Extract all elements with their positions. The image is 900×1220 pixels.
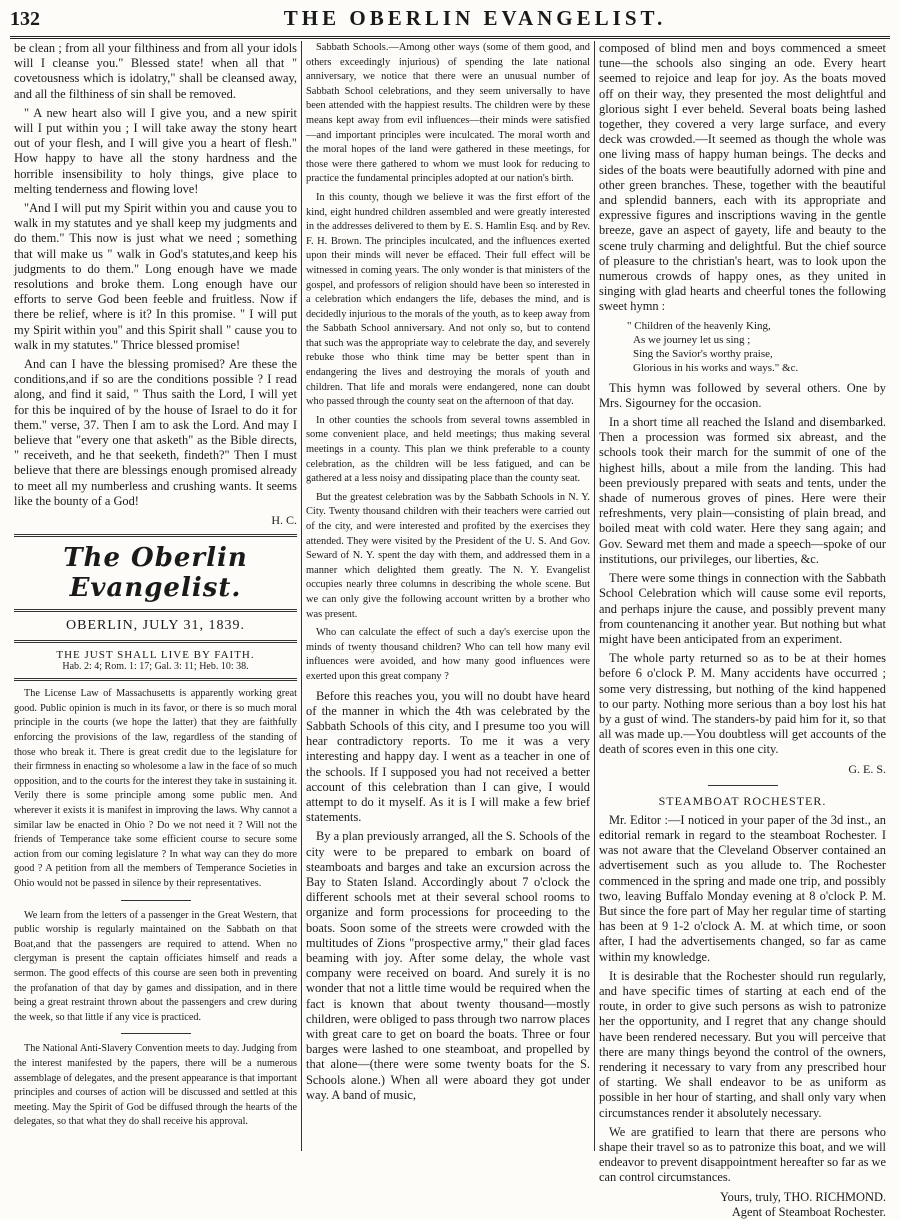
separator: [121, 1033, 191, 1034]
header-rule: [10, 36, 890, 39]
motto: THE JUST SHALL LIVE BY FAITH.: [56, 649, 255, 662]
article-paragraph: Before this reaches you, you will no doubt have heard of the manner in which the 4th was celebrated by the Sabbath Schools of this city, and I presume too you will hear contradictory reports. To me it was a very interesting and happy day. I went as a teacher in one of the schools. If I supposed you had not received a better account of this celebration than I can give, I would attempt to do it myself. As it is I will make a few brief statements.: [306, 688, 590, 825]
column-2: [302, 41, 595, 1151]
article-paragraph: And can I have the blessing promised? Are these the conditions,and if so are the conditions possible ? I read along, and find it said, " Thus saith the Lord, I will yet for this be inquired of by the house of Israel to do it for them." verse, 37. Then I am to ask the Lord. And may I believe that "every one that asketh" as the Bible directs, " receiveth, and he that seeketh, findeth?" Then I must believe that there are blessings enough promised already to meet all my numberless and crushing wants. It seems like the bounty of a God!: [14, 357, 297, 508]
article-paragraph: " A new heart also will I give you, and a new spirit will I put within you ; I will take away the stony heart out of your flesh, and I will give you a heart of flesh." How happy to have all the stony hardness and the horrible insensibility to holy things, give place to melting tenderness and flowing love!: [14, 105, 297, 196]
article-paragraph: Sabbath Schools.—Among other ways (some of them good, and others exceedingly injurious) of spending the late national anniversary, we notice that there were an unusual number of Sabbath School celebrations, and they seem universally to have been attended with the happiest results. The children were by these means kept away from evil influences—their minds were satisfied—and important principles were inculcated. The moral worth and the moral hopes of the land were gathered in these meetings, for those were there gathered to whom we must look for reducing to practice the fundamental principles adopted at our nation's birth.: [306, 42, 590, 185]
article-paragraph: In this county, though we believe it was the first effort of the kind, eight hundred children assembled and were greatly interested in the addresses delivered to them by E. S. Hamlin Esq. and by Rev. F. H. Brown. The principles inculcated, and the influences exerted upon their minds will never be effaced. Their full effect will be witnessed in coming years. The only wonder is that ministers of the gospel, and professors of religion should have been so interested in a celebration which endangers the life, debases the mind, and is decidedly injurious to the morals of the youth, as to keep away from the Sabbath School anniversary. And not only so, but to contend that such was the appropriate way to celebrate the day, and severely rebuke those who think time may be better spent than in endangering the lives and destroying the morals of youth and children. That life and morals were endangered, none can doubt who passed through the county seat on the afternoon of that day.: [306, 191, 590, 408]
paper-title: The Oberlin Evangelist.: [63, 543, 248, 604]
section-rule: [14, 534, 297, 537]
title-rule: [14, 609, 297, 612]
closing-line: Agent of Steamboat Rochester.: [731, 1204, 886, 1219]
article-paragraph: It is desirable that the Rochester should run regularly, and have specific times of starting at each end of the route, in order to give such persons as wish to patronize her the opportunity, and I regret that any change should have been rendered necessary. But you will perceive that there are many things beyond the control of the owners, rendering it necessary to vary from any prescribed hour of starting. We shall endeavor to be as uniform as possible in her hour of starting, and shall only vary when circumstances render it absolutely necessary.: [599, 968, 886, 1120]
article-paragraph: By a plan previously arranged, all the S. Schools of the city were to be prepared to embark on board of steamboats and barges and take an excursion across the Bay to Staten Island. Accordingly about 7 o'clock the different schools met at their several school rooms to organize and form processions for proceeding to the boats. Soon some of the streets were crowded with the multitudes of Zions "prospective army," their glad faces beaming with joy. After some delay, the whole vast company were received on board. And surely it is no wonder that not a little time would be required when the fact is known that about twenty thousand—mostly children, were obliged to pass through two narrow places with great care to get on board the boats. Three or four barges were lashed to one steamboat, and propelled by that alone—(there were some twenty boats for the S. Schools alone.) When all were aboard they got under way. A band of music,: [306, 829, 590, 1102]
article-paragraph: The National Anti-Slavery Convention meets to day. Judging from the interest manifested by the papers, there will be a numerous assemblage of delegates, and the present appearance is that important principles and courses of action will be discussed and settled at this meeting. May the Spirit of God be diffused through the hearts of the delegates, so that what they do shall receive his approval.: [14, 1043, 297, 1128]
dateline-rule: [14, 640, 297, 643]
signature: G. E. S.: [848, 761, 886, 776]
masthead: THE OBERLIN EVANGELIST.: [283, 6, 667, 30]
article-paragraph: The whole party returned so as to be at their homes before 6 o'clock P. M. Many accidents have occurred ; some very distressing, but nothing of the kind happened to our party. Nothing more serious than a boy lost his hat by a gust of wind. The standers-by paid him for it, so that all was made up.—You doubtless will get accounts of the death of scores even in this one city.: [599, 651, 886, 757]
article-paragraph: We are gratified to learn that there are persons who shape their travel so as to patronize this boat, and we will endeavor to prevent disappointment hereafter so far as we can control circumstances.: [599, 1124, 886, 1185]
closing-line: Yours, truly, THO. RICHMOND.: [719, 1189, 886, 1204]
hymn-line: Glorious in his works and ways." &c.: [633, 361, 799, 374]
article-paragraph: There were some things in connection with the Sabbath School Celebration which will cause some evil reports, and perhaps injure the cause, and possibly prevent many from countenancing it another year. But nothing but what might have been anticipated from an experiment.: [599, 571, 886, 646]
hymn-line: Sing the Savior's worthy praise,: [633, 347, 773, 360]
signature: H. C.: [271, 513, 297, 528]
column-3: [595, 41, 890, 1219]
hymn-line: As we journey let us sing ;: [633, 333, 751, 346]
separator: [121, 900, 191, 901]
article-paragraph: Who can calculate the effect of such a day's exercise upon the minds of twenty thousand children? Who can tell how many evil influences were avoided, and how many good influences were exerted upon this great company ?: [306, 627, 590, 682]
article-heading: STEAMBOAT ROCHESTER.: [658, 793, 827, 808]
column-1: [10, 41, 302, 1151]
dateline: OBERLIN, JULY 31, 1839.: [66, 618, 245, 634]
editorial-title-block: [14, 543, 297, 672]
article-paragraph: In other counties the schools from several towns assembled in some convenient place, and held meetings; thus making several meetings in a county. This plan we think preferable to a county celebration, as the children will be less fatigued, and can be gathered at a less noisy and dissipating place than the county seat.: [306, 414, 590, 485]
hymn: [627, 319, 886, 375]
article-paragraph: This hymn was followed by several others. One by Mrs. Sigourney for the occasion.: [599, 380, 886, 410]
separator: [708, 785, 778, 786]
article-paragraph: But the greatest celebration was by the Sabbath Schools in N. Y. City. Twenty thousand children with their teachers were carried out of the city, and were interested and profited by the exercises they attended. They were visited by the President of the U. S. And Gov. Seward of N. Y. spent the day with them, and addressed them in a manner which delighted them greatly. The N. Y. Evangelist occupies nearly three columns in describing the whole scene. But we can only give the following account written by a brother who was present.: [306, 491, 590, 620]
article-paragraph: The License Law of Massachusetts is apparently working great good. Public opinion is much in its favor, or there is so much moral principle in the courts (we hope the latter) that they are faithfully enforcing the provisions of the law, regardless of the standing of those who break it. There is great credit due to the legislature for their firmness in enacting so wholesome a law in the face of so much opposition, and to the courts for the interest they take in sustaining it. Verily there is some principle among some public men. And wherever it exists it is manifest in improving the laws. Why cannot a similar law be enacted in Ohio ? Do we not need it ? Will not the friends of Temperance take some efficient course to secure some action from our coming legislature ? In what way can they do more good ? A petition from all the members of Temperance Societies in Ohio would not be passed in silence by their representatives.: [14, 688, 297, 890]
article-paragraph: composed of blind men and boys commenced a smeet tune—the schools also singing an ode. Every heart seemed to rejoice and leap for joy. As the boats moved off on their way, they presented the most delightful and glorious sight I ever beheld. Several boats being lashed together, they covered a very large surface, and every deck was crowded.—It seemed as though the whole was one living mass of happy human beings. The decks and sides of the boats were beautifully adorned with pine and other green branches. These, together with the beautiful and splendid banners, each with its appropriate and expressive figures and inscriptions waving in the gentle breeze, gave an aspect of gayety, life and beauty to the scene truly charming and delightful. But the chief source of pleasure to the christian's heart, was to look upon the numerous crowds of happy ones, as they united in singing with glad hearts and cheerful tones the following sweet hymn :: [599, 41, 886, 314]
page-number: 132: [10, 8, 40, 30]
article-paragraph: In a short time all reached the Island and disembarked. Then a procession was formed six abreast, and the schools took their march for the summit of one of the highest hills, about a mile from the landing. This had been previously prepared with seats and tents, under the shade of numerous groves of pines. Here were their refreshments, very plain—consisting of plain bread, and boiled meat with cold water. Here they sang again; and Gov. Seward met them and made a speech—spoke of our institutions, our privileges, our liberties, &c.: [599, 415, 886, 566]
editorial-rule: [14, 678, 297, 681]
article-paragraph: Mr. Editor :—I noticed in your paper of the 3d inst., an editorial remark in regard to the steamboat Rochester. I was not aware that the Cleveland Observer contained an advertisement such as you allude to. The Rochester commenced in the spring and made one trip, and possibly two, leaving Buffalo Monday evening at 8 o'clock P. M. But since the fore part of May her regular time of starting has been at 9 1-2 o'clock A. M. at which time, or soon after, I had the advertisements changed, so far as came within my knowledge.: [599, 812, 886, 964]
scripture-refs: Hab. 2: 4; Rom. 1: 17; Gal. 3: 11; Heb. 10: 38.: [62, 661, 249, 673]
columns: [10, 41, 890, 1219]
page-header: [10, 6, 890, 34]
article-paragraph: "And I will put my Spirit within you and cause you to walk in my statutes and ye shall keep my judgments and do them." This now is just what we need ; something that will make us " walk in God's statutes,and keep his judgments to do them." Long enough have we made resolutions and broke them. Long enough have our efforts to serve God been feeble and fruitless. Now if there be relief, where is it? In this promise. " I will put my Spirit within you" and this Spirit shall " cause you to walk in my statutes." Thrice blessed promise!: [14, 201, 297, 352]
article-paragraph: We learn from the letters of a passenger in the Great Western, that public worship is regularly maintained on the Sabbath on that Boat,and that the passengers are required to attend. When no clergyman is present the captain officiates himself and reads a sermon. The good effects of this course are seen both in preventing the profanation of that day by games and dissipation, and in there being a great restraint thrown about the passengers and crew during the week, so that little if any vice is practiced.: [14, 909, 297, 1023]
article-paragraph: be clean ; from all your filthiness and from all your idols will I cleanse you." Blessed state! when all that " covetousness which is idolatry," shall be cleansed away, and all the filthiness of sin shall be removed.: [14, 41, 297, 101]
hymn-line: " Children of the heavenly King,: [627, 319, 771, 332]
